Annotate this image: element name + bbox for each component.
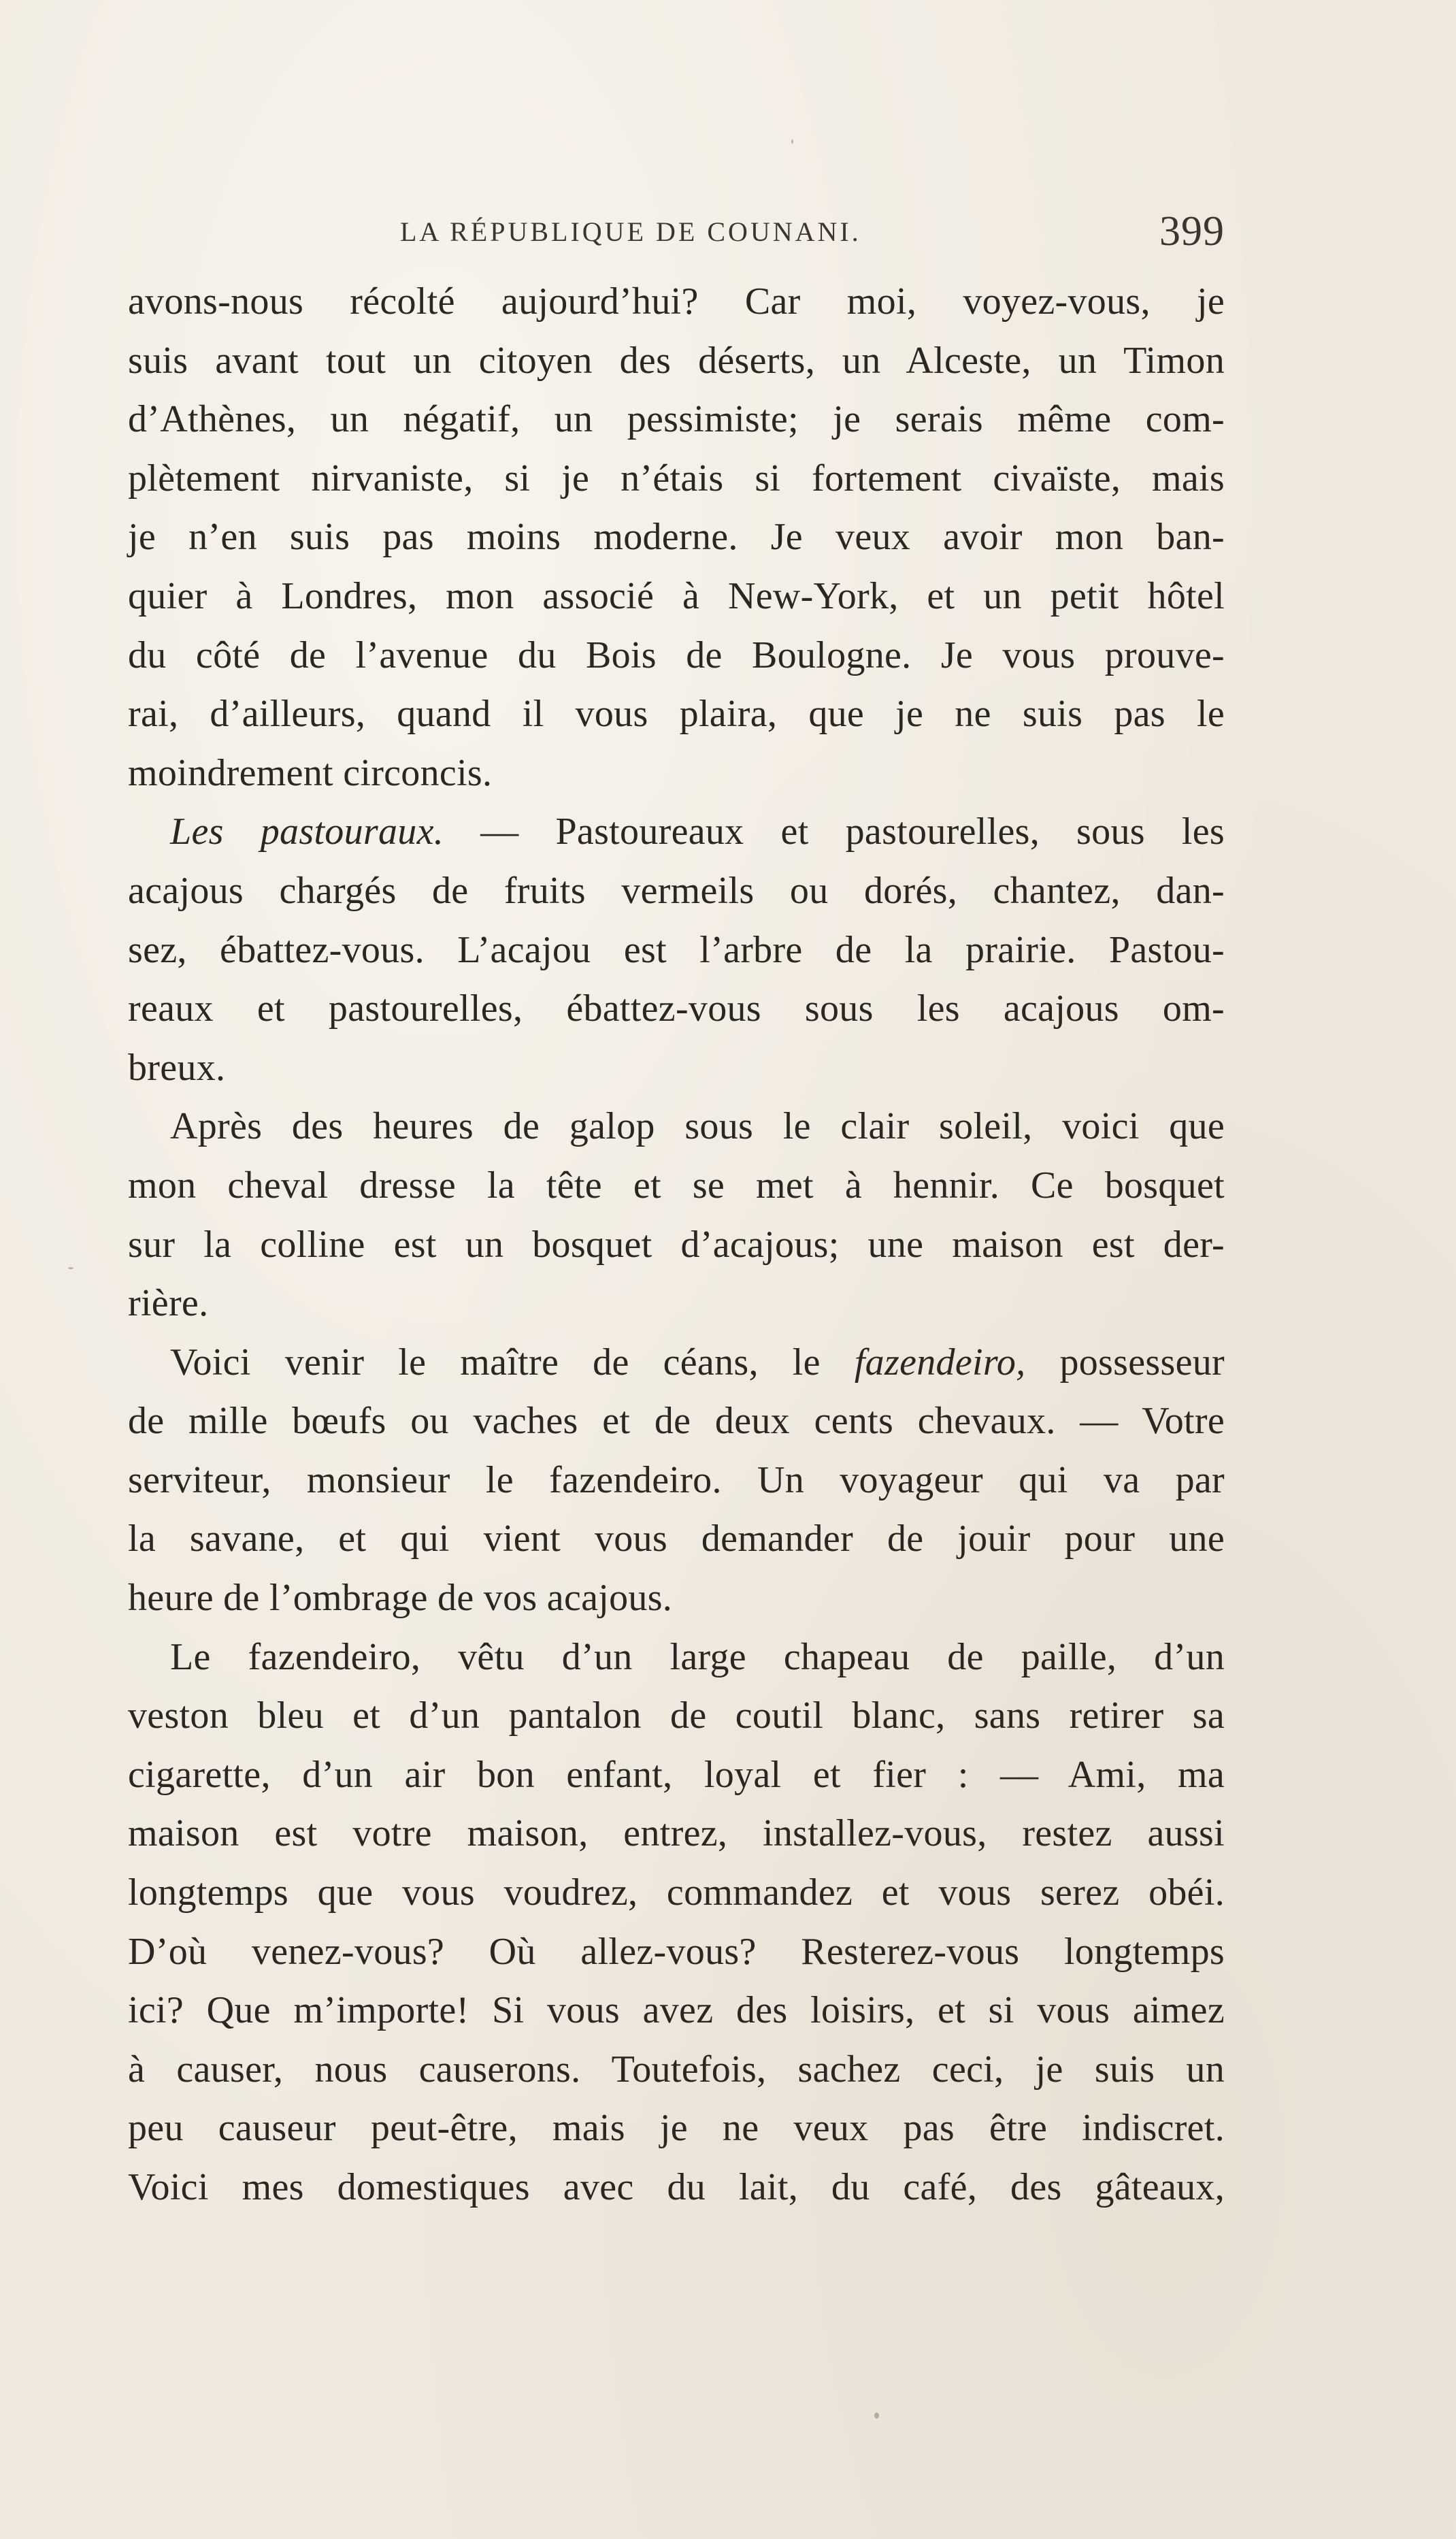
text-run: reaux et pastourelles, ébattez-vous sous les acajous om- xyxy=(128,987,1225,1030)
text-line xyxy=(128,1097,1225,1156)
text-line xyxy=(128,685,1225,744)
text-line xyxy=(128,390,1225,449)
text-run: quier à Londres, mon associé à New-York, et un petit hôtel xyxy=(128,574,1225,617)
text-line xyxy=(128,2158,1225,2217)
text-line xyxy=(128,2099,1225,2158)
text-run: heure de l’ombrage de vos acajous. xyxy=(128,1577,673,1620)
text-line xyxy=(128,1451,1225,1510)
text-line xyxy=(128,1746,1225,1805)
text-line xyxy=(128,1392,1225,1451)
text-line xyxy=(128,508,1225,567)
text-run: d’Athènes, un négatif, un pessimiste; je serais même com- xyxy=(128,398,1225,441)
text-line xyxy=(128,1215,1225,1275)
text-line xyxy=(128,1333,1225,1392)
body-text xyxy=(128,272,1225,2217)
text-run: D’où venez-vous? Où allez-vous? Resterez-vous longtemps xyxy=(128,1930,1225,1973)
text-run: du côté de l’avenue du Bois de Boulogne. Je vous prouve- xyxy=(128,634,1225,676)
text-run: ici? Que m’importe! Si vous avez des loisirs, et si vous aimez xyxy=(128,1989,1225,2032)
text-run: cigarette, d’un air bon enfant, loyal et fier : — Ami, ma xyxy=(128,1753,1225,1796)
text-run: rière. xyxy=(128,1282,209,1325)
text-line xyxy=(128,1569,1225,1628)
italic-text: fazendeiro, xyxy=(854,1341,1026,1383)
text-run: Après des heures de galop sous le clair soleil, voici que xyxy=(170,1105,1225,1148)
text-line xyxy=(128,567,1225,626)
text-line xyxy=(128,1509,1225,1569)
paper-speck xyxy=(874,2412,879,2419)
text-run: serviteur, monsieur le fazendeiro. Un voyageur qui va par xyxy=(128,1458,1225,1501)
page-number: 399 xyxy=(1159,208,1225,255)
text-run: rai, d’ailleurs, quand il vous plaira, que je ne suis pas le xyxy=(128,693,1225,736)
text-line xyxy=(128,921,1225,980)
text-line xyxy=(128,802,1225,862)
text-run: sur la colline est un bosquet d’acajous; une maison est der- xyxy=(128,1223,1225,1266)
running-head-title: LA RÉPUBLIQUE DE COUNANI. xyxy=(400,216,861,247)
text-run: maison est votre maison, entrez, installez-vous, restez aussi xyxy=(128,1812,1225,1855)
text-line xyxy=(128,1686,1225,1746)
text-run: plètement nirvaniste, si je n’étais si fortement civaïste, mais xyxy=(128,457,1225,499)
italic-text: Les pastouraux. xyxy=(170,810,444,853)
text-run: la savane, et qui vient vous demander de jouir pour une xyxy=(128,1518,1225,1560)
text-line xyxy=(128,862,1225,921)
text-run: breux. xyxy=(128,1046,226,1089)
text-line xyxy=(128,979,1225,1038)
text-run: Le fazendeiro, vêtu d’un large chapeau de paille, d’un xyxy=(170,1635,1225,1678)
text-run: mon cheval dresse la tête et se met à hennir. Ce bosquet xyxy=(128,1164,1225,1207)
text-line xyxy=(128,1156,1225,1215)
text-line xyxy=(128,1274,1225,1333)
paper-speck xyxy=(791,140,793,144)
text-run: sez, ébattez-vous. L’acajou est l’arbre de la prairie. Pastou- xyxy=(128,928,1225,971)
text-run: suis avant tout un citoyen des déserts, un Alceste, un Timon xyxy=(128,339,1225,382)
text-line xyxy=(128,1038,1225,1098)
text-run: acajous chargés de fruits vermeils ou dorés, chantez, dan- xyxy=(128,869,1225,912)
text-run: longtemps que vous voudrez, commandez et vous serez obéi. xyxy=(128,1871,1225,1914)
text-run: à causer, nous causerons. Toutefois, sachez ceci, je suis un xyxy=(128,2048,1225,2091)
text-run: possesseur xyxy=(1025,1341,1225,1383)
text-line xyxy=(128,1628,1225,1687)
paper-speck xyxy=(68,1267,73,1269)
text-line xyxy=(128,449,1225,508)
text-run: peu causeur peut-être, mais je ne veux pas être indiscret. xyxy=(128,2107,1225,2150)
text-run: Voici mes domestiques avec du lait, du café, des gâteaux, xyxy=(128,2166,1225,2208)
text-line xyxy=(128,272,1225,331)
text-line xyxy=(128,744,1225,803)
text-line xyxy=(128,1863,1225,1922)
text-run: je n’en suis pas moins moderne. Je veux avoir mon ban- xyxy=(128,516,1225,559)
running-head xyxy=(128,208,1225,262)
text-line xyxy=(128,1922,1225,1982)
text-line xyxy=(128,1804,1225,1863)
text-run: moindrement circoncis. xyxy=(128,751,493,794)
text-line xyxy=(128,331,1225,391)
text-run: — Pastoureaux et pastourelles, sous les xyxy=(444,810,1225,853)
text-run: avons-nous récolté aujourd’hui? Car moi, voyez-vous, je xyxy=(128,280,1225,323)
text-run: de mille bœufs ou vaches et de deux cents chevaux. — Votre xyxy=(128,1400,1225,1443)
text-run: veston bleu et d’un pantalon de coutil blanc, sans retirer sa xyxy=(128,1694,1225,1737)
text-line xyxy=(128,2040,1225,2099)
text-run: Voici venir le maître de céans, le xyxy=(170,1341,855,1383)
text-line xyxy=(128,1981,1225,2040)
text-line xyxy=(128,626,1225,685)
